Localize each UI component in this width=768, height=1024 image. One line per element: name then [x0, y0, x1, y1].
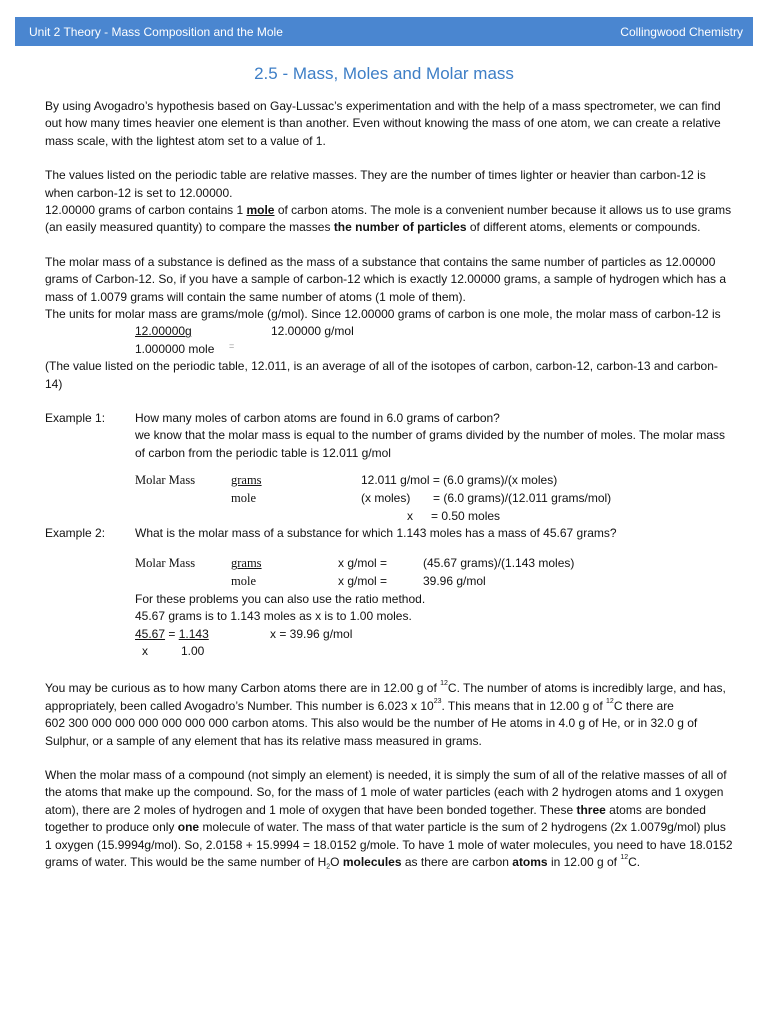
- fraction-denominator: 1.000000 mole: [135, 341, 215, 356]
- example-1-calc-row-1: Molar Mass grams 12.011 g/mol = (6.0 grams)/(x moles): [45, 472, 735, 490]
- relative-mass-paragraph: The values listed on the periodic table are relative masses. They are the number of times lighter or heavier than carbon-12 is when carbon-12 is set to 12.00000.: [45, 168, 706, 200]
- fraction-result: 12.00000 g/mol: [271, 324, 354, 339]
- example-1-explanation: we know that the molar mass is equal to the number of grams divided by the number of moles. The molar mass of carbon from the periodic table is 12.011 g/mol: [135, 428, 726, 460]
- header-course-name: Collingwood Chemistry: [620, 24, 743, 39]
- grams-numerator: grams: [231, 473, 262, 488]
- mole-denominator: mole: [231, 491, 256, 506]
- avogadro-number-paragraph: 602 300 000 000 000 000 000 000 carbon atoms. This also would be the number of He atoms in 4.0 g of He, or in 32.0 g of Sulphur, or a sample of any element that has its relative mass measured in grams.: [45, 716, 698, 748]
- fraction-row-1: [45, 323, 735, 340]
- ratio-result: x = 39.96 g/mol: [270, 626, 353, 641]
- fraction-equals: =: [229, 340, 235, 351]
- ratio-method-intro: For these problems you can also use the ratio method.: [135, 591, 426, 606]
- ratio-row-2: x 1.00: [142, 644, 205, 659]
- molar-mass-label-2: Molar Mass: [135, 556, 196, 571]
- avogadro-paragraph: You may be curious as to how many Carbon atoms there are in 12.00 g of $^{12}$C. The number of atoms is incredibly large, and has, appropriately, been called Avogadro’s Number. This number is 6.023 x $10^{23}$. This means that in 12.00 g of $^{12}$C there are: [45, 680, 726, 713]
- document-body: [45, 98, 735, 871]
- example-2-calc-row-1: Molar Mass grams x g/mol = (45.67 grams)/(1.143 moles): [45, 555, 735, 573]
- molar-mass-definition: The molar mass of a substance is defined as the mass of a substance that contains the same number of particles as 12.00000 grams of Carbon-12. So, if you have a sample of carbon-12 which is exactly 12.00000 grams, a sample of hydrogen which has a mass of 1.0079 grams will contain the same number of atoms (1 mole of them).: [45, 254, 727, 304]
- fraction-numerator: 12.00000g: [135, 324, 192, 339]
- ratio-row-1: 45.67 = 1.143 x = 39.96 g/mol: [45, 626, 735, 643]
- example-2-calc-row-2: mole x g/mol = 39.96 g/mol: [45, 573, 735, 590]
- header-unit-title: Unit 2 Theory - Mass Composition and the Mole: [29, 24, 283, 39]
- isotope-note: (The value listed on the periodic table, 12.011, is an average of all of the isotopes of carbon, carbon-12, carbon-13 and carbon-14): [45, 359, 718, 391]
- particles-term: the number of particles: [333, 220, 467, 235]
- page-title: 2.5 - Mass, Moles and Molar mass: [254, 64, 514, 83]
- example-1-calc-row-3: x = 0.50 moles: [407, 508, 501, 523]
- example-1-question: Example 1: How many moles of carbon atoms are found in 6.0 grams of carbon?: [45, 410, 735, 427]
- molar-mass-units: The units for molar mass are grams/mole (g/mol). Since 12.00000 grams of carbon is one mole, the molar mass of carbon-12 is: [45, 307, 721, 322]
- example-1-label: Example 1:: [45, 411, 106, 426]
- mole-denominator-2: mole: [231, 574, 256, 589]
- example-1-calc-row-2: mole (x moles) = (6.0 grams)/(12.011 grams/mol): [45, 490, 735, 507]
- mole-term: mole: [246, 203, 275, 218]
- example-2-question: Example 2: What is the molar mass of a substance for which 1.143 moles has a mass of 45.67 grams?: [45, 525, 735, 542]
- grams-numerator-2: grams: [231, 556, 262, 571]
- page-header: [15, 17, 753, 46]
- molar-mass-label: Molar Mass: [135, 473, 196, 488]
- compound-molar-mass-paragraph: When the molar mass of a compound (not simply an element) is needed, it is simply the sum of all of the relative masses of all of the atoms that make up the compound. So, for the mass of 1 mole of water particles (each with 2 hydrogen atoms and 1 oxygen atom), there are 2 moles of hydrogen and 1 mole of oxygen that have been bonded together. These three atoms are bonded together to produce only one molecule of water. The mass of that water particle is the sum of 2 hydrogens (2x 1.0079g/mol) plus 1 oxygen (15.9994g/mol). So, 2.0158 + 15.9994 = 18.0152 g/mole. To have 1 mole of water molecules, you need to have 18.0152 grams of water. This would be the same number of H2O molecules as there are carbon atoms in 12.00 g of $^{12}$C.: [45, 768, 733, 871]
- fraction-row-2: [45, 341, 735, 358]
- ratio-method-statement: 45.67 grams is to 1.143 moles as x is to 1.00 moles.: [135, 609, 412, 624]
- mole-paragraph: 12.00000 grams of carbon contains 1 mole of carbon atoms. The mole is a convenient number because it allows us to use grams (an easily measured quantity) to compare the masses the number of particles of different atoms, elements or compounds.: [45, 203, 732, 235]
- intro-paragraph: By using Avogadro’s hypothesis based on Gay-Lussac’s experimentation and with the help of a mass spectrometer, we can find out how many times heavier one element is than another. Even without knowing the mass of one atom, we can create a relative mass scale, with the lightest atom set to a value of 1.: [45, 99, 721, 148]
- example-2-label: Example 2:: [45, 526, 106, 541]
